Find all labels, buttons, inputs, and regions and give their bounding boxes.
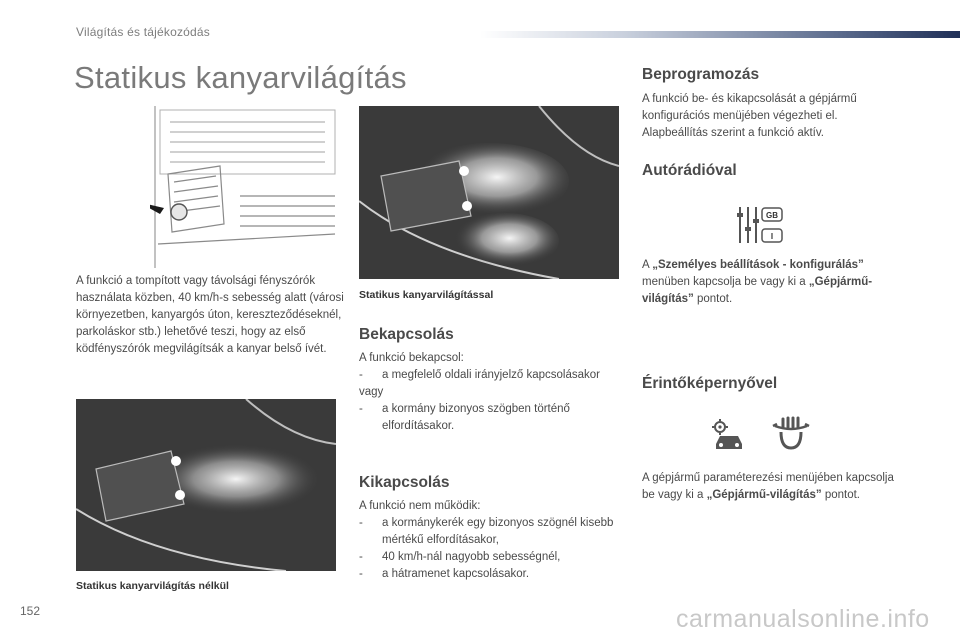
heading-beprogramozas: Beprogramozás — [642, 66, 760, 83]
bekapcsolas-connector: vagy — [359, 386, 384, 398]
list-item: - a hátramenet kapcsolásakor. — [359, 568, 530, 580]
car-settings-icon — [712, 418, 746, 452]
beprogramozas-text: A funkció be- és kikapcsolását a gépjármű konfigurációs menüjében végezheti el. Alapbeállítás szerint a funkció aktív. — [642, 93, 857, 139]
photo-without-cornering-light — [76, 399, 336, 571]
car-front-fog-light-illustration — [150, 104, 340, 268]
caption-without-light: Statikus kanyarvilágítás nélkül — [76, 580, 229, 592]
menu-item-vehicle-lighting: „Gépjármű-világítás” — [642, 276, 873, 305]
list-item: - a kormány bizonyos szögben történő elfordításakor. — [359, 403, 570, 432]
menu-name-personal-settings: „Személyes beállítások - konfigurálás” — [652, 259, 864, 271]
kikapcsolas-block — [359, 498, 621, 583]
bekapcsolas-block — [359, 350, 621, 435]
photo-with-cornering-light — [359, 106, 619, 279]
bekapcsolas-list-2 — [359, 401, 621, 435]
heading-bekapcsolas: Bekapcsolás — [359, 326, 454, 343]
autoradio-text: A „Személyes beállítások - konfigurálás” menüben kapcsolja be vagy ki a „Gépjármű-világítás” pontot. — [642, 259, 873, 305]
list-item: - 40 km/h-nál nagyobb sebességnél, — [359, 551, 561, 563]
fog-light-circle — [171, 204, 187, 220]
section-header: Világítás és tájékozódás — [76, 25, 210, 39]
list-item: - a megfelelő oldali irányjelző kapcsolásakor — [359, 369, 600, 381]
bekapcsolas-list — [359, 367, 621, 384]
page-title: Statikus kanyarvilágítás — [74, 60, 407, 95]
heading-touchscreen: Érintőképernyővel — [642, 375, 778, 392]
kikapcsolas-list — [359, 515, 621, 583]
equalizer-gb-icon — [736, 205, 784, 245]
watermark-text: carmanualsonline.info — [676, 605, 930, 633]
header-gradient-bar — [480, 31, 960, 38]
menu-item-vehicle-lighting-touch: „Gépjármű-világítás” — [706, 489, 822, 501]
kikapcsolas-lead: A funkció nem működik: — [359, 500, 481, 512]
touchscreen-text: A gépjármű paraméterezési menüjében kapcsolja be vagy ki a „Gépjármű-világítás” pontot. — [642, 472, 894, 501]
bekapcsolas-lead: A funkció bekapcsol: — [359, 352, 464, 364]
caption-with-light: Statikus kanyarvilágítással — [359, 289, 494, 301]
list-item: - a kormánykerék egy bizonyos szögnél kisebb mértékű elfordításakor, — [359, 517, 614, 546]
page-number: 152 — [20, 604, 41, 618]
heading-autoradio: Autórádióval — [642, 162, 737, 179]
headlight-beam-icon — [771, 416, 811, 452]
badge-i: I — [770, 232, 774, 241]
badge-gb: GB — [766, 211, 778, 220]
heading-kikapcsolas: Kikapcsolás — [359, 474, 450, 491]
intro-paragraph: A funkció a tompított vagy távolsági fényszórók használata közben, 40 km/h-s sebesség alatt (városi környezetben, kanyargós úton, kereszteződéseknél, parkoláskor stb.) lehetővé teszi, hogy az első ködfényszórók megvilágítsák a kanyar belső ívét. — [76, 275, 344, 355]
